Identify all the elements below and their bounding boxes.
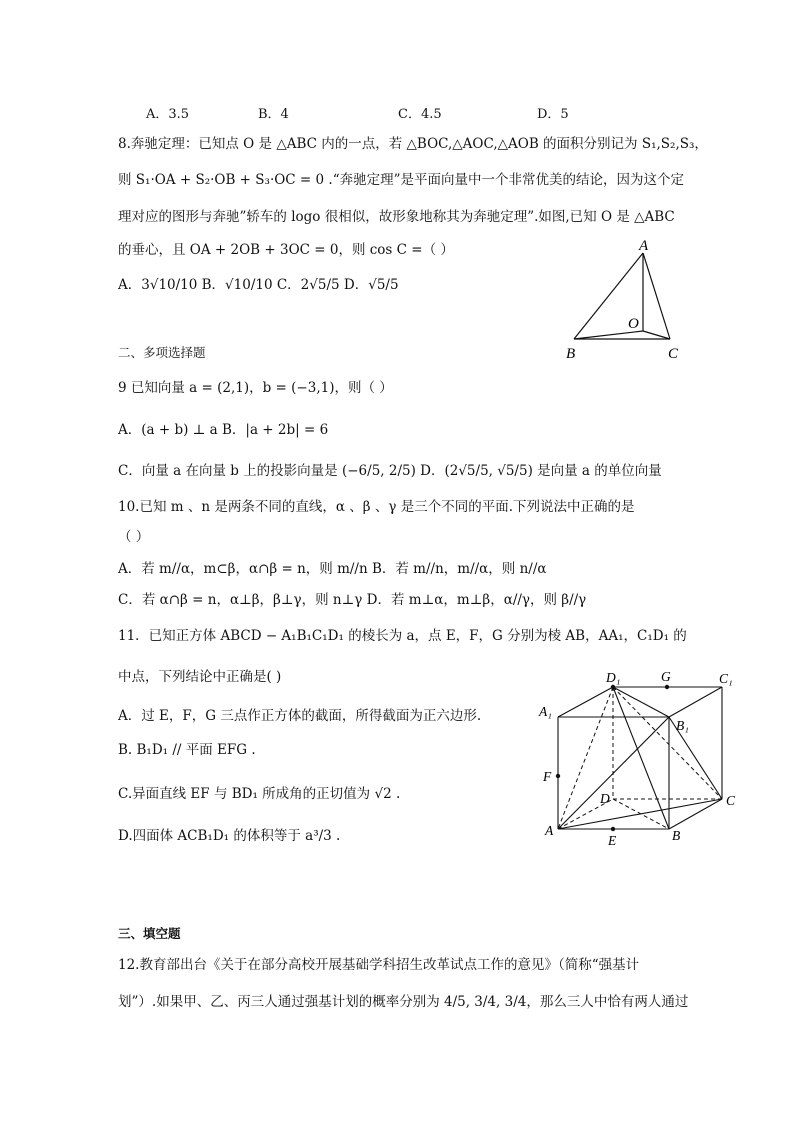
q11-option-c: C.异面直线 EF 与 BD₁ 所成角的正切值为 √2 . — [118, 786, 401, 802]
q11-option-a: A．过 E，F，G 三点作正方体的截面，所得截面为正六边形. — [118, 708, 482, 724]
cube-label-a1: A₁ — [539, 704, 552, 719]
cube-label-c: C — [726, 793, 736, 808]
cube-label-a: A — [545, 823, 554, 838]
cube-label-f: F — [543, 769, 552, 784]
q8-line-2: 则 S₁·OA + S₂·OB + S₃·OC = 0 .“奔驰定理”是平面向量中一个非常优美的结论，因为这个定 — [118, 172, 685, 188]
q11-stem: 11．已知正方体 ABCD − A₁B₁C₁D₁ 的棱长为 a，点 E，F，G 分别为棱 AB，AA₁，C₁D₁ 的 — [118, 628, 687, 644]
point-d1 — [611, 685, 615, 689]
edge-a1d1 — [558, 687, 613, 717]
q7-option-d: D．5 — [537, 107, 569, 122]
edge-d1b — [613, 687, 669, 829]
cube-label-d: D — [600, 791, 610, 806]
q9-options-cd: C．向量 a 在向量 b 上的投影向量是 (−6/5, 2/5) D．(2√5/5, √5/5) 是向量 a 的单位向量 — [118, 463, 662, 479]
cube-label-e: E — [608, 833, 617, 848]
edge-b1c1 — [669, 687, 722, 717]
triangle-figure — [562, 236, 692, 366]
point-g — [665, 685, 669, 689]
label-a: A — [639, 238, 649, 254]
label-b: B — [566, 346, 576, 362]
cube-label-d1: D₁ — [606, 670, 621, 685]
point-e — [611, 827, 615, 831]
edge-oc — [643, 331, 670, 339]
cube-label-b1: B₁ — [676, 718, 689, 733]
point-f — [556, 774, 560, 778]
cube-label-b: B — [672, 828, 681, 843]
label-o: O — [628, 316, 639, 332]
q7-option-c: C．4.5 — [398, 107, 442, 122]
q7-option-b: B．4 — [258, 107, 289, 122]
section-3-title: 三、填空题 — [118, 926, 181, 941]
q8-line-3: 理对应的图形与奔驰”轿车的 logo 很相似，故形象地称其为奔驰定理”.如图,已知 O 是 △ABC — [118, 209, 675, 225]
edge-d1b1 — [613, 687, 669, 717]
q11-option-d: D.四面体 ACB₁D₁ 的体积等于 a³/3 . — [118, 828, 341, 844]
section-2-title: 二、多项选择题 — [118, 345, 206, 360]
edge-bo — [574, 331, 643, 339]
q9-stem: 9 已知向量 a = (2,1)，b = (−3,1)，则（ ） — [118, 380, 393, 396]
q10-options-ab: A．若 m//α，m⊂β，α∩β = n，则 m//n B．若 m//n，m//α，则 n//α — [118, 561, 547, 577]
edge-ac — [643, 253, 670, 339]
q8-line-1: 8.奔驰定理：已知点 O 是 △ABC 内的一点，若 △BOC,△AOC,△AOB 的面积分别记为 S₁,S₂,S₃， — [118, 136, 708, 152]
q7-option-a: A．3.5 — [146, 107, 190, 122]
cube-label-g: G — [661, 669, 671, 684]
edge-d1c — [613, 687, 722, 799]
q10-stem: 10.已知 m 、n 是两条不同的直线，α 、β 、γ 是三个不同的平面.下列说法中正确的是 — [118, 499, 635, 515]
q12-line-1: 12.教育部出台《关于在部分高校开展基础学科招生改革试点工作的意见》（简称“强基计 — [118, 957, 640, 973]
edge-db — [613, 799, 669, 829]
edge-d1a — [558, 687, 613, 829]
q12-line-2: 划”）.如果甲、乙、丙三人通过强基计划的概率分别为 4/5, 3/4, 3/4，那么三人中恰有两人通过 — [118, 994, 689, 1010]
q10-options-cd: C．若 α∩β = n，α⊥β，β⊥γ，则 n⊥γ D．若 m⊥α，m⊥β，α//γ，则 β//γ — [118, 592, 587, 608]
q8-line-4: 的垂心，且 OA + 2OB + 3OC = 0，则 cos C =（ ） — [118, 242, 454, 258]
cube-label-c1: C₁ — [719, 671, 733, 686]
label-c: C — [668, 346, 679, 362]
q8-options: A．3√10/10 B．√10/10 C．2√5/5 D．√5/5 — [118, 277, 399, 293]
q9-options-ab: A．(a + b) ⊥ a B．|a + 2b| = 6 — [118, 422, 329, 438]
q11-stem-2: 中点，下列结论中正确是( ) — [118, 669, 282, 685]
q10-paren: （ ） — [118, 529, 150, 545]
q11-option-b: B. B₁D₁ // 平面 EFG . — [118, 742, 256, 758]
cube-figure — [536, 668, 746, 858]
